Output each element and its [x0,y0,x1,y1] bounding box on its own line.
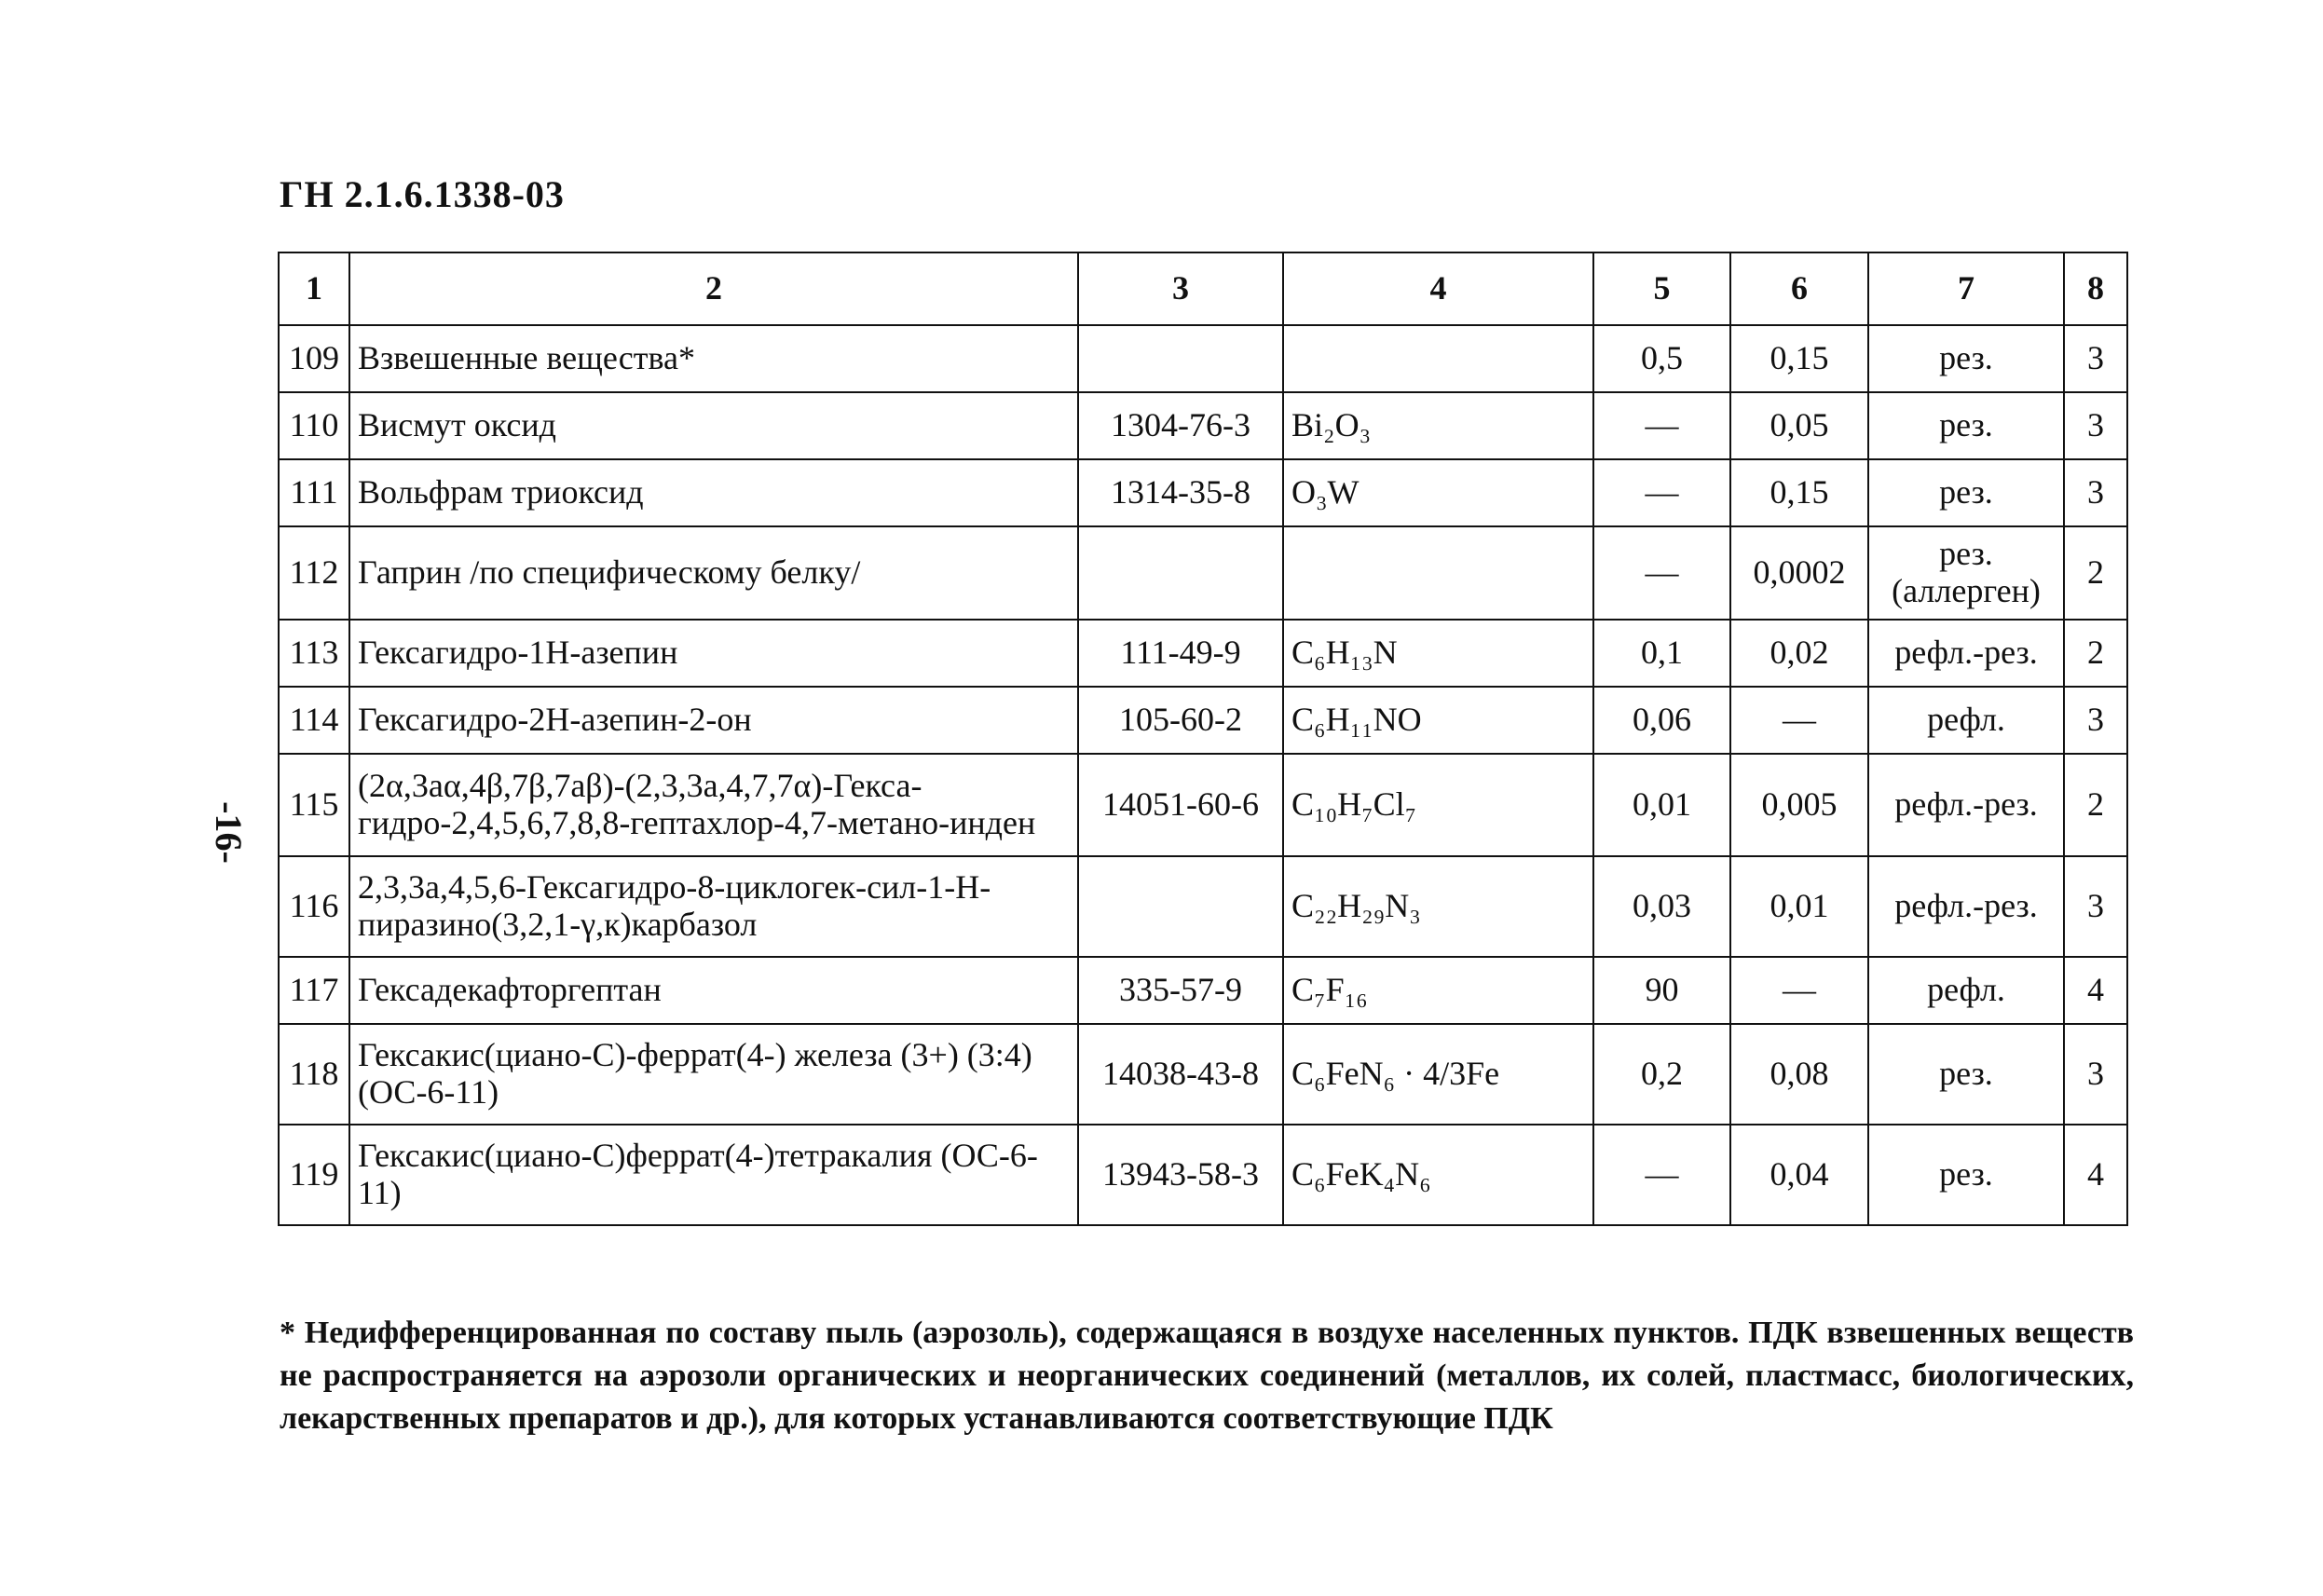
cell-c8: 4 [2064,957,2127,1024]
cell-name: Гексадекафторгептан [349,957,1078,1024]
cell-cas: 14038-43-8 [1078,1024,1283,1125]
cell-c5: — [1593,459,1730,526]
table-header-row [279,252,2127,325]
cell-cas: 1314-35-8 [1078,459,1283,526]
cell-name: (2α,3аα,4β,7β,7аβ)-(2,3,3а,4,7,7α)-Гекса-гидро-2,4,5,6,7,8,8-гептахлор-4,7-метано-инден [349,754,1078,856]
cell-num: 109 [279,325,349,392]
cell-formula: C₁₀H₇Cl₇ [1283,754,1593,856]
cell-c5: 0,5 [1593,325,1730,392]
table-row [279,1125,2127,1225]
cell-cas [1078,526,1283,620]
cell-c5: 0,06 [1593,687,1730,754]
cell-name: Взвешенные вещества* [349,325,1078,392]
cell-num: 116 [279,856,349,957]
cell-c6: 0,05 [1730,392,1868,459]
cell-c8: 3 [2064,325,2127,392]
cell-c7: рез. [1868,1024,2064,1125]
cell-c8: 4 [2064,1125,2127,1225]
cell-c8: 3 [2064,459,2127,526]
cell-c8: 3 [2064,856,2127,957]
table-row [279,325,2127,392]
cell-c5: — [1593,526,1730,620]
cell-c7: рефл.-рез. [1868,856,2064,957]
table-row [279,687,2127,754]
column-header: 6 [1730,252,1868,325]
column-header: 2 [349,252,1078,325]
cell-c5: 90 [1593,957,1730,1024]
cell-num: 117 [279,957,349,1024]
cell-name: Вольфрам триоксид [349,459,1078,526]
cell-c6: — [1730,957,1868,1024]
cell-cas: 1304-76-3 [1078,392,1283,459]
cell-c5: — [1593,392,1730,459]
cell-c6: 0,005 [1730,754,1868,856]
cell-num: 113 [279,620,349,687]
column-header: 8 [2064,252,2127,325]
cell-c7: рефл. [1868,687,2064,754]
cell-c7: рез. [1868,1125,2064,1225]
table-row [279,856,2127,957]
cell-formula: O₃W [1283,459,1593,526]
cell-c6: 0,01 [1730,856,1868,957]
cell-formula: C₆FeK₄N₆ [1283,1125,1593,1225]
cell-name: Гексакис(циано-С)-феррат(4-) железа (3+) (3:4)(ОС-6-11) [349,1024,1078,1125]
column-header: 5 [1593,252,1730,325]
cell-num: 118 [279,1024,349,1125]
cell-num: 110 [279,392,349,459]
cell-c7: рез. (аллерген) [1868,526,2064,620]
cell-c5: 0,03 [1593,856,1730,957]
table-row [279,957,2127,1024]
cell-num: 115 [279,754,349,856]
cell-cas: 13943-58-3 [1078,1125,1283,1225]
cell-formula: Bi₂O₃ [1283,392,1593,459]
cell-c6: 0,04 [1730,1125,1868,1225]
table-row [279,392,2127,459]
cell-num: 114 [279,687,349,754]
cell-cas [1078,856,1283,957]
cell-num: 119 [279,1125,349,1225]
cell-c6: 0,15 [1730,459,1868,526]
cell-c7: рез. [1868,392,2064,459]
table-row [279,1024,2127,1125]
page-number: -16- [207,801,250,864]
cell-cas [1078,325,1283,392]
cell-c7: рез. [1868,459,2064,526]
cell-c8: 2 [2064,754,2127,856]
cell-c8: 3 [2064,687,2127,754]
cell-c7: рез. [1868,325,2064,392]
cell-c5: 0,01 [1593,754,1730,856]
footnote: * Недифференцированная по составу пыль (аэрозоль), содержащаяся в воздухе населенных пунктов. ПДК взвешенных веществ не распространяется на аэрозоли органических и неорганических соединений (металлов, их солей, пластмасс, биологических, лекарственных препаратов и др.), для которых устанавливаются соответствующие ПДК [280,1316,2134,1436]
cell-c7: рефл.-рез. [1868,620,2064,687]
table-row [279,459,2127,526]
cell-c5: 0,1 [1593,620,1730,687]
column-header: 3 [1078,252,1283,325]
cell-name: 2,3,3а,4,5,6-Гексагидро-8-циклогек-сил-1-Н-пиразино(3,2,1-γ,к)карбазол [349,856,1078,957]
cell-formula: C₆H₁₃N [1283,620,1593,687]
cell-c8: 3 [2064,392,2127,459]
cell-name: Гексагидро-2Н-азепин-2-он [349,687,1078,754]
cell-c6: — [1730,687,1868,754]
cell-c6: 0,08 [1730,1024,1868,1125]
cell-formula: C₆H₁₁NO [1283,687,1593,754]
column-header: 4 [1283,252,1593,325]
column-header: 7 [1868,252,2064,325]
document-code: ГН 2.1.6.1338-03 [280,173,565,215]
cell-name: Гаприн /по специфическому белку/ [349,526,1078,620]
cell-c6: 0,02 [1730,620,1868,687]
cell-cas: 335-57-9 [1078,957,1283,1024]
column-header: 1 [279,252,349,325]
substances-table [278,252,2128,1226]
cell-num: 112 [279,526,349,620]
table-row [279,526,2127,620]
cell-c5: — [1593,1125,1730,1225]
cell-formula: C₇F₁₆ [1283,957,1593,1024]
cell-c8: 2 [2064,620,2127,687]
table-row [279,620,2127,687]
cell-c8: 2 [2064,526,2127,620]
table-row [279,754,2127,856]
cell-name: Висмут оксид [349,392,1078,459]
cell-c6: 0,0002 [1730,526,1868,620]
cell-c6: 0,15 [1730,325,1868,392]
cell-cas: 14051-60-6 [1078,754,1283,856]
cell-name: Гексагидро-1Н-азепин [349,620,1078,687]
cell-formula [1283,325,1593,392]
cell-formula: C₂₂H₂₉N₃ [1283,856,1593,957]
cell-cas: 105-60-2 [1078,687,1283,754]
cell-cas: 111-49-9 [1078,620,1283,687]
cell-c8: 3 [2064,1024,2127,1125]
cell-name: Гексакис(циано-С)феррат(4-)тетракалия (ОС-6-11) [349,1125,1078,1225]
cell-c7: рефл. [1868,957,2064,1024]
cell-c5: 0,2 [1593,1024,1730,1125]
cell-formula [1283,526,1593,620]
cell-num: 111 [279,459,349,526]
cell-c7: рефл.-рез. [1868,754,2064,856]
cell-formula: C₆FeN₆ · 4/3Fe [1283,1024,1593,1125]
